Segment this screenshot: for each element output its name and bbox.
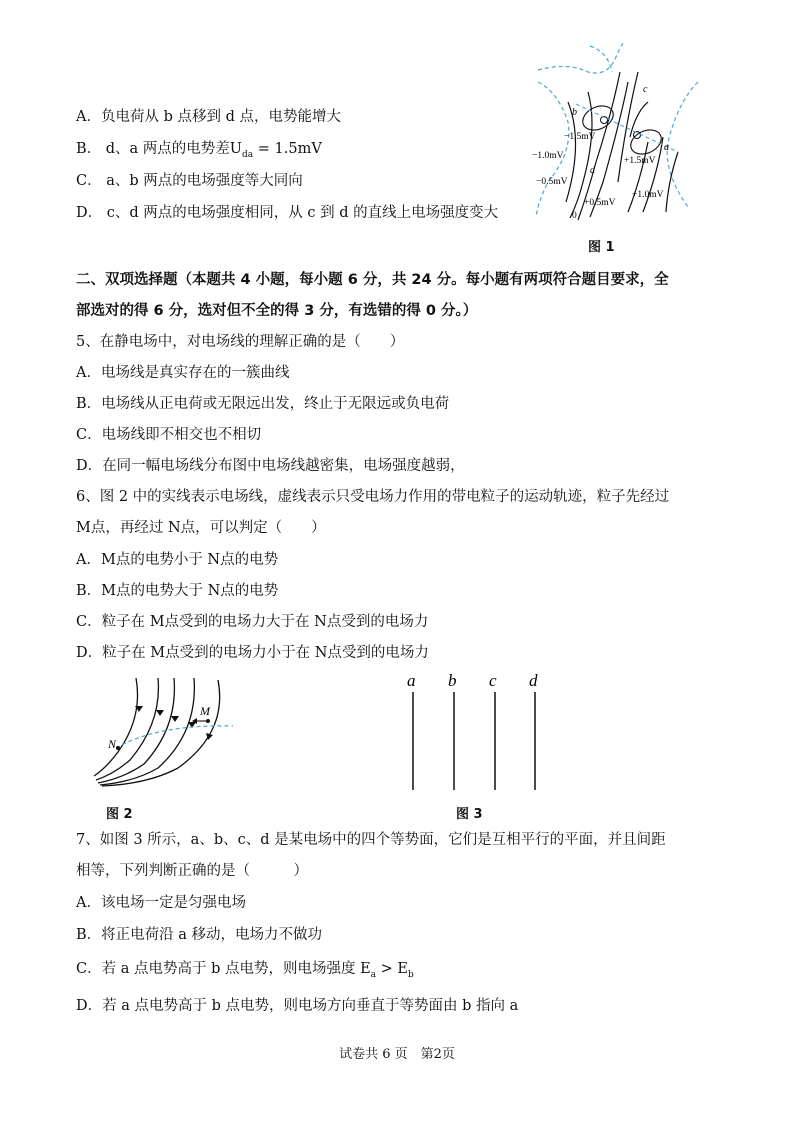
q7-stem-line1: 7、如图 3 所示，a、b、c、d 是某电场中的四个等势面，它们是互相平行的平面，并且间距	[76, 832, 666, 848]
q7-option-d: D．若 a 点电势高于 b 点电势，则电场方向垂直于等势面由 b 指向 a	[76, 998, 519, 1014]
q5-stem: 5、在静电场中，对电场线的理解正确的是（ ）	[76, 334, 405, 350]
fig1-label-pos10: +1.0mV	[632, 190, 664, 200]
fig1-label-d: d	[590, 165, 595, 176]
figure-2-caption: 图 2	[106, 807, 133, 822]
q6-stem-line1: 6、图 2 中的实线表示电场线，虚线表示只受电场力作用的带电粒子的运动轨迹，粒子先经过	[76, 489, 670, 505]
q4-option-c: C． a、b 两点的电场强度等大同向	[76, 173, 303, 189]
figure-2	[88, 672, 238, 787]
figure-1-caption: 图 1	[588, 240, 615, 255]
q7-option-a: A．该电场一定是匀强电场	[76, 895, 246, 911]
figure-3	[398, 664, 558, 796]
section-2-heading-line2: 部选对的得 6 分，选对但不全的得 3 分，有选错的得 0 分。）	[76, 303, 478, 319]
fig3-label-b: b	[448, 671, 457, 690]
fig1-label-zero: 0	[572, 211, 577, 221]
q5-option-c: C．电场线即不相交也不相切	[76, 427, 262, 443]
fig1-label-a: a	[664, 142, 669, 153]
fig1-label-pos05: +0.5mV	[584, 198, 616, 208]
q7-option-b: B．将正电荷沿 a 移动，电场力不做功	[76, 927, 323, 943]
q4-option-a: A．负电荷从 b 点移到 d 点，电势能增大	[76, 109, 341, 125]
q4-option-b: B． d、a 两点的电势差$U_{da} = 1.5mV$	[76, 141, 322, 160]
fig1-label-neg10: −1.0mV	[532, 151, 564, 161]
q6-option-d: D．粒子在 M点受到的电场力小于在 N点受到的电场力	[76, 645, 429, 661]
q5-option-b: B．电场线从正电荷或无限远出发，终止于无限远或负电荷	[76, 396, 450, 412]
fig2-label-n: N	[108, 737, 117, 751]
q5-option-d: D．在同一幅电场线分布图中电场线越密集，电场强度越弱，	[76, 458, 465, 474]
page-footer: 试卷共 6 页 第2页	[339, 1047, 455, 1062]
q6-option-b: B．M点的电势大于 N点的电势	[76, 583, 279, 599]
figure-1	[528, 42, 708, 224]
q6-option-a: A．M点的电势小于 N点的电势	[76, 552, 279, 568]
fig3-label-c: c	[489, 671, 497, 690]
fig1-label-c: c	[643, 84, 648, 95]
q4-option-d: D． c、d 两点的电场强度相同，从 c 到 d 的直线上电场强度变大	[76, 205, 499, 221]
fig2-label-m: M	[200, 704, 210, 718]
q5-option-a: A．电场线是真实存在的一簇曲线	[76, 365, 290, 381]
fig3-label-a: a	[407, 671, 416, 690]
fig1-label-neg05: −0.5mV	[536, 177, 568, 187]
fig3-label-d: d	[529, 671, 538, 690]
fig1-label-neg15: −1.5mV	[564, 132, 596, 142]
q6-stem-line2: M点，再经过 N点，可以判定（ ）	[76, 520, 326, 536]
q7-option-c: C．若 a 点电势高于 b 点电势，则电场强度 $E_a > E_b$	[76, 961, 414, 980]
q6-option-c: C．粒子在 M点受到的电场力大于在 N点受到的电场力	[76, 614, 429, 630]
fig1-label-b: b	[572, 107, 577, 118]
q7-stem-line2: 相等，下列判断正确的是（ ）	[76, 863, 308, 879]
figure-3-caption: 图 3	[456, 807, 483, 822]
section-2-heading-line1: 二、双项选择题（本题共 4 小题，每小题 6 分，共 24 分。每小题有两项符合题目要求，全	[76, 272, 669, 288]
fig1-label-pos15: +1.5mV	[624, 156, 656, 166]
